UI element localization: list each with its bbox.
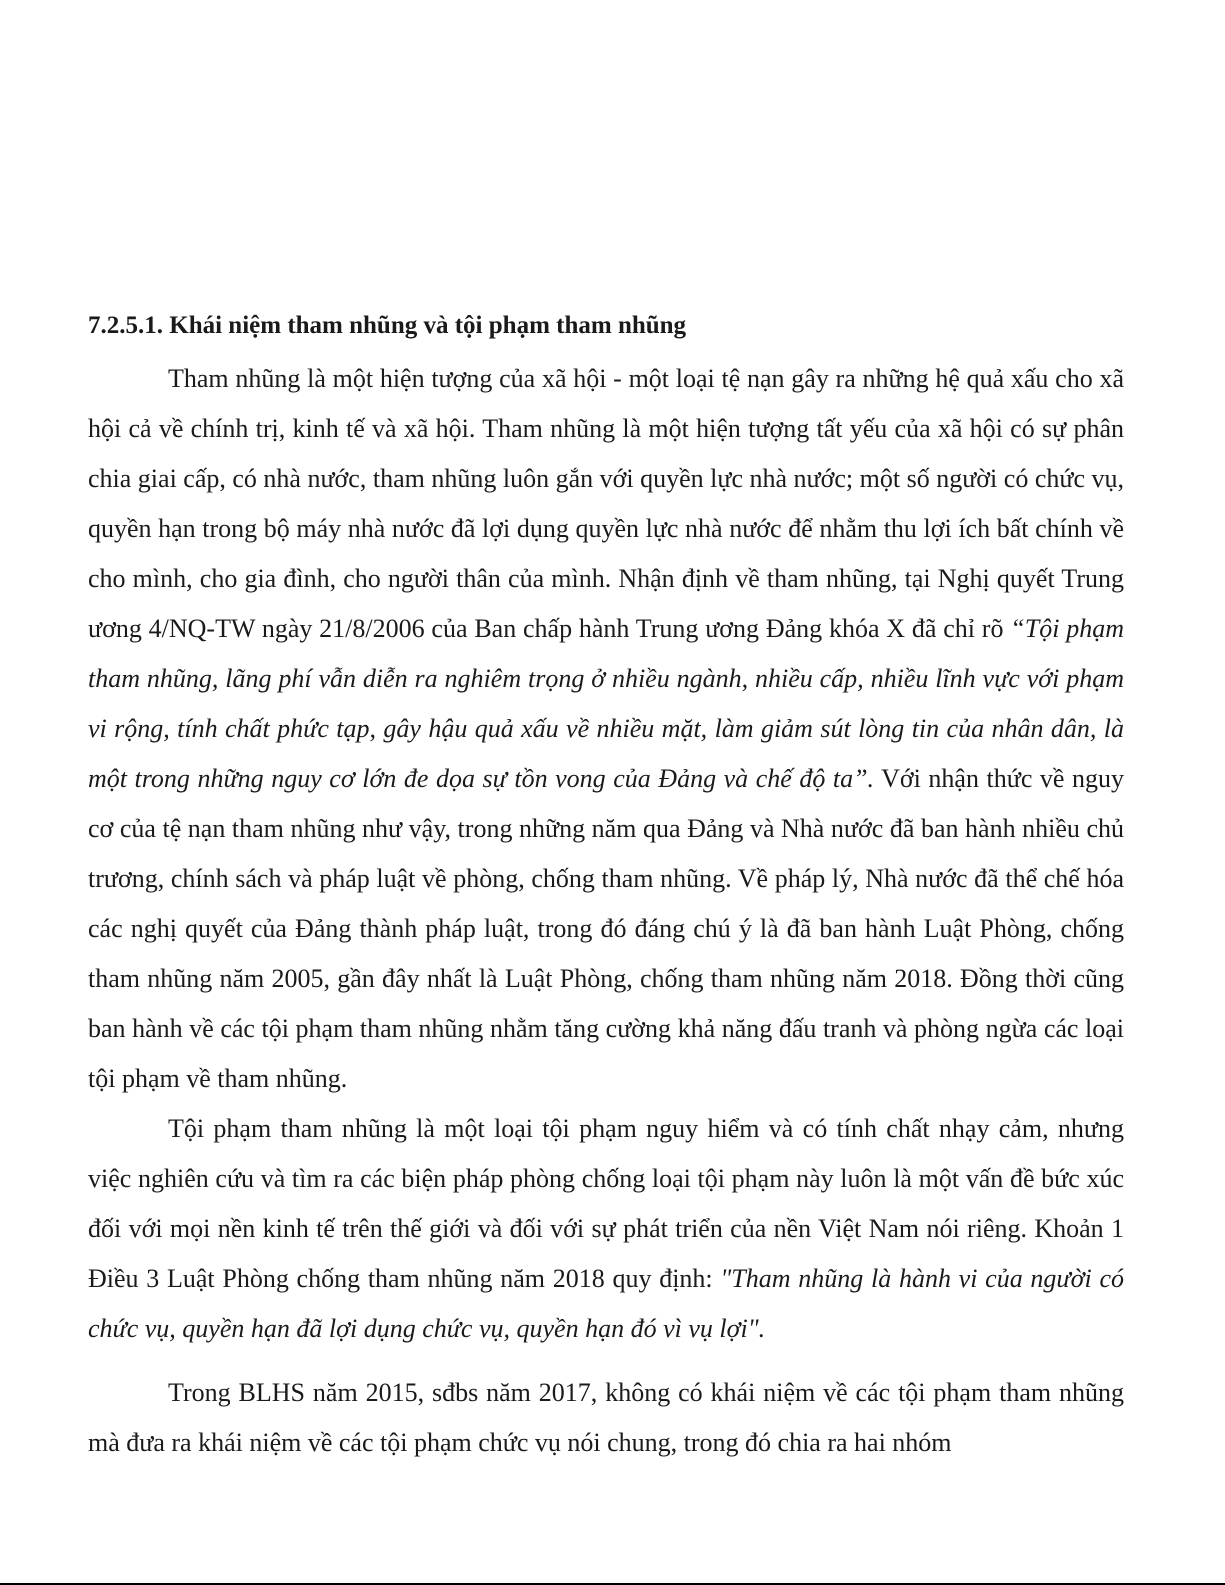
paragraph-2-quote: "Tham nhũng là hành vi của người có chức vụ, quyền hạn đã lợi dụng chức vụ, quyền hạn đó vì vụ lợi".	[88, 1264, 1124, 1343]
document-body	[88, 304, 1124, 1468]
paragraph-1-text-b: Với nhận thức về nguy cơ của tệ nạn tham nhũng như vậy, trong những năm qua Đảng và Nhà nước đã ban hành nhiều chủ trương, chính sách và pháp luật về phòng, chống tham nhũng. Về pháp lý, Nhà nước đã thể chế hóa các nghị quyết của Đảng thành pháp luật, trong đó đáng chú ý là đã ban hành Luật Phòng, chống tham nhũng năm 2005, gần đây nhất là Luật Phòng, chống tham nhũng năm 2018. Đồng thời cũng ban hành về các tội phạm tham nhũng nhằm tăng cường khả năng đấu tranh và phòng ngừa các loại tội phạm về tham nhũng.	[88, 764, 1125, 1093]
paragraph-3	[88, 1368, 1124, 1468]
paragraph-1-text-a: Tham nhũng là một hiện tượng của xã hội - một loại tệ nạn gây ra những hệ quả xấu cho xã hội cả về chính trị, kinh tế và xã hội. Tham nhũng là một hiện tượng tất yếu của xã hội có sự phân chia giai cấp, có nhà nước, tham nhũng luôn gắn với quyền lực nhà nước; một số người có chức vụ, quyền hạn trong bộ máy nhà nước đã lợi dụng quyền lực nhà nước để nhằm thu lợi ích bất chính về cho mình, cho gia đình, cho người thân của mình. Nhận định về tham nhũng, tại Nghị quyết Trung ương 4/NQ-TW ngày 21/8/2006 của Ban chấp hành Trung ương Đảng khóa X đã chỉ rõ	[88, 364, 1124, 643]
paragraph-2	[88, 1104, 1124, 1354]
paragraph-2-text-a: Tội phạm tham nhũng là một loại tội phạm nguy hiểm và có tính chất nhạy cảm, nhưng việc nghiên cứu và tìm ra các biện pháp phòng chống loại tội phạm này luôn là một vấn đề bức xúc đối với mọi nền kinh tế trên thế giới và đối với sự phát triển của nền Việt Nam nói riêng. Khoản 1 Điều 3 Luật Phòng chống tham nhũng năm 2018 quy định:	[88, 1114, 1124, 1293]
section-heading: 7.2.5.1. Khái niệm tham nhũng và tội phạm tham nhũng	[88, 312, 687, 339]
paragraph-3-text-a: Trong BLHS năm 2015, sđbs năm 2017, không có khái niệm về các tội phạm tham nhũng mà đưa ra khái niệm về các tội phạm chức vụ nói chung, trong đó chia ra hai nhóm	[88, 1378, 1124, 1457]
paragraph-1-quote: “Tội phạm tham nhũng, lãng phí vẫn diễn ra nghiêm trọng ở nhiều ngành, nhiều cấp, nhiều lĩnh vực với phạm vi rộng, tính chất phức tạp, gây hậu quả xấu về nhiều mặt, làm giảm sút lòng tin của nhân dân, là một trong những nguy cơ lớn đe dọa sự tồn vong của Đảng và chế độ ta”.	[88, 614, 1125, 793]
paragraph-1	[88, 354, 1124, 1104]
